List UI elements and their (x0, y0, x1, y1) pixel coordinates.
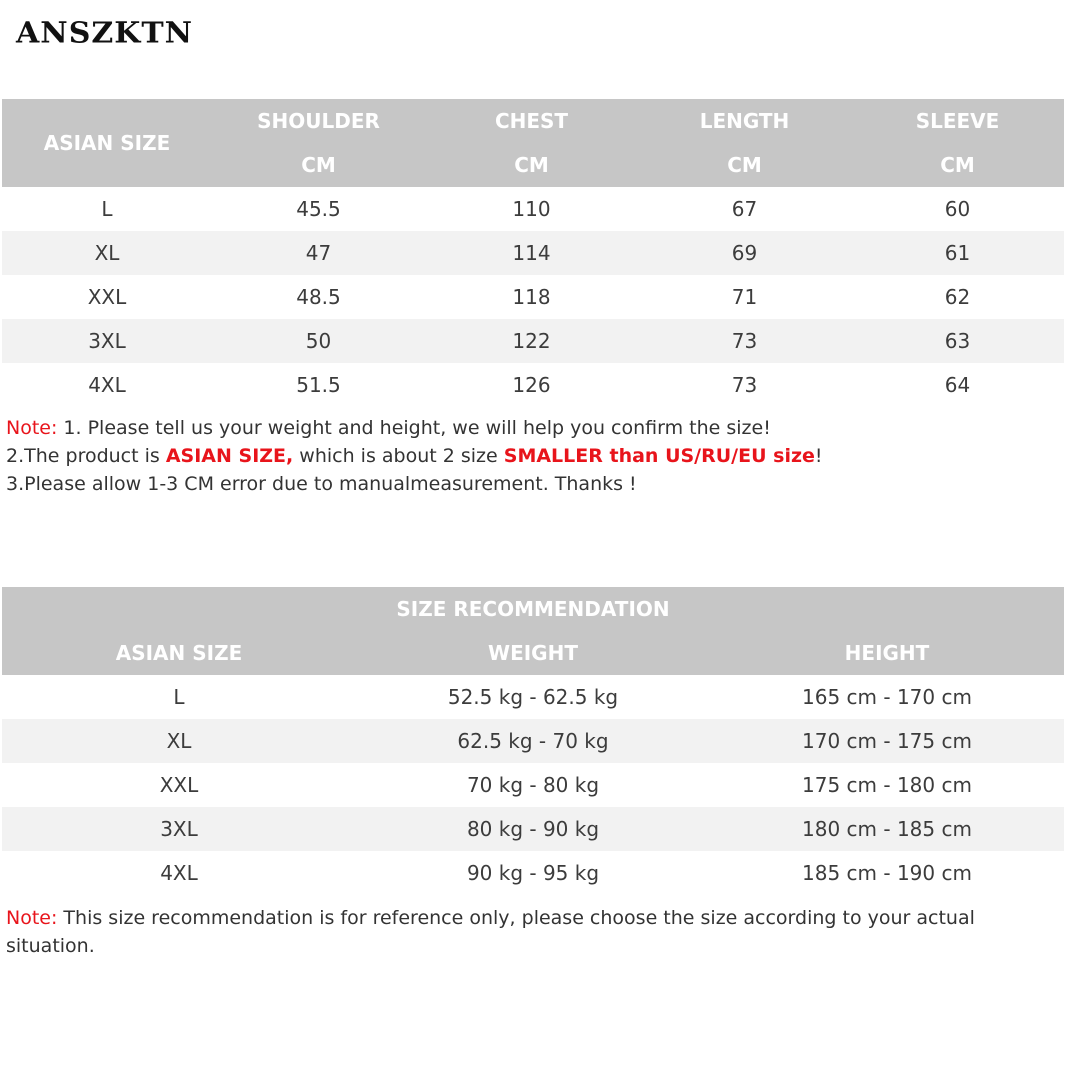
size-chart-table (2, 99, 1064, 407)
table-row (2, 363, 1064, 407)
recommendation-note-text: This size recommendation is for reference only, please choose the size according to your actual situation. (6, 907, 975, 957)
cell-weight: 62.5 kg - 70 kg (457, 729, 609, 753)
table-row (2, 231, 1064, 275)
header-length (638, 99, 851, 187)
table-row (2, 275, 1064, 319)
note-label: Note: (6, 907, 58, 929)
cell-height: 170 cm - 175 cm (802, 729, 972, 753)
table-row (2, 851, 1064, 895)
cell-shoulder: 45.5 (296, 197, 341, 221)
header-asian-size: ASIAN SIZE (43, 131, 171, 155)
cell-height: 180 cm - 185 cm (802, 817, 972, 841)
header-sleeve-label: SLEEVE (915, 109, 1000, 133)
header-sleeve (851, 99, 1064, 187)
cell-size: XXL (87, 285, 127, 309)
recommendation-header (2, 587, 1064, 675)
header-length-unit: CM (727, 153, 762, 177)
cell-size: XL (166, 729, 192, 753)
cell-shoulder: 50 (305, 329, 332, 353)
recommendation-column-headers (2, 631, 1064, 675)
cell-size: XL (94, 241, 120, 265)
cell-size: 4XL (88, 373, 126, 397)
size-recommendation-table (2, 587, 1064, 895)
cell-length: 67 (731, 197, 758, 221)
cell-length: 71 (731, 285, 758, 309)
cell-sleeve: 62 (944, 285, 971, 309)
cell-length: 69 (731, 241, 758, 265)
table-row (2, 807, 1064, 851)
cell-size: L (101, 197, 113, 221)
size-chart-header (2, 99, 1064, 187)
recommendation-note (6, 904, 1056, 960)
table-row (2, 187, 1064, 231)
cell-weight: 70 kg - 80 kg (466, 773, 600, 797)
header-asian-size: ASIAN SIZE (115, 641, 243, 665)
header-sleeve-unit: CM (940, 153, 975, 177)
header-chest-label: CHEST (494, 109, 569, 133)
header-shoulder-unit: CM (301, 153, 336, 177)
brand-logo: ANSZKTN (16, 16, 194, 51)
cell-length: 73 (731, 329, 758, 353)
table-row (2, 719, 1064, 763)
cell-weight: 80 kg - 90 kg (466, 817, 600, 841)
cell-length: 73 (731, 373, 758, 397)
note-asian-size: ASIAN SIZE, (165, 445, 294, 467)
note-label: Note: (6, 417, 58, 439)
cell-size: 3XL (160, 817, 198, 841)
cell-weight: 90 kg - 95 kg (466, 861, 600, 885)
header-shoulder (212, 99, 425, 187)
note-line-1 (6, 414, 1056, 442)
note-line-1-text: 1. Please tell us your weight and height, we will help you confirm the size! (57, 417, 771, 439)
cell-height: 185 cm - 190 cm (802, 861, 972, 885)
cell-sleeve: 63 (944, 329, 971, 353)
note-line-2-e: ! (814, 445, 823, 467)
note-line-3: 3.Please allow 1-3 CM error due to manualmeasurement. Thanks ! (6, 473, 637, 495)
header-shoulder-label: SHOULDER (257, 109, 380, 133)
header-height: HEIGHT (844, 641, 930, 665)
table-row (2, 675, 1064, 719)
size-notes (6, 414, 1056, 498)
recommendation-title-text: SIZE RECOMMENDATION (396, 597, 670, 621)
cell-shoulder: 51.5 (296, 373, 341, 397)
cell-shoulder: 47 (305, 241, 332, 265)
cell-size: 4XL (160, 861, 198, 885)
header-chest (425, 99, 638, 187)
header-chest-unit: CM (514, 153, 549, 177)
header-length-label: LENGTH (699, 109, 790, 133)
cell-chest: 118 (512, 285, 551, 309)
cell-weight: 52.5 kg - 62.5 kg (447, 685, 619, 709)
header-weight: WEIGHT (488, 641, 578, 665)
cell-size: L (173, 685, 185, 709)
cell-chest: 126 (512, 373, 551, 397)
table-row (2, 763, 1064, 807)
note-line-2 (6, 442, 1056, 470)
cell-chest: 114 (512, 241, 551, 265)
recommendation-title (2, 587, 1064, 631)
note-line-2-c: which is about 2 size (293, 445, 504, 467)
cell-sleeve: 60 (944, 197, 971, 221)
cell-chest: 122 (512, 329, 551, 353)
cell-size: 3XL (88, 329, 126, 353)
cell-height: 165 cm - 170 cm (802, 685, 972, 709)
cell-shoulder: 48.5 (296, 285, 341, 309)
cell-size: XXL (159, 773, 199, 797)
note-line-2-a: 2.The product is (6, 445, 166, 467)
note-smaller-warning: SMALLER than US/RU/EU size (503, 445, 815, 467)
cell-height: 175 cm - 180 cm (802, 773, 972, 797)
cell-chest: 110 (512, 197, 551, 221)
table-row (2, 319, 1064, 363)
cell-sleeve: 61 (944, 241, 971, 265)
cell-sleeve: 64 (944, 373, 971, 397)
